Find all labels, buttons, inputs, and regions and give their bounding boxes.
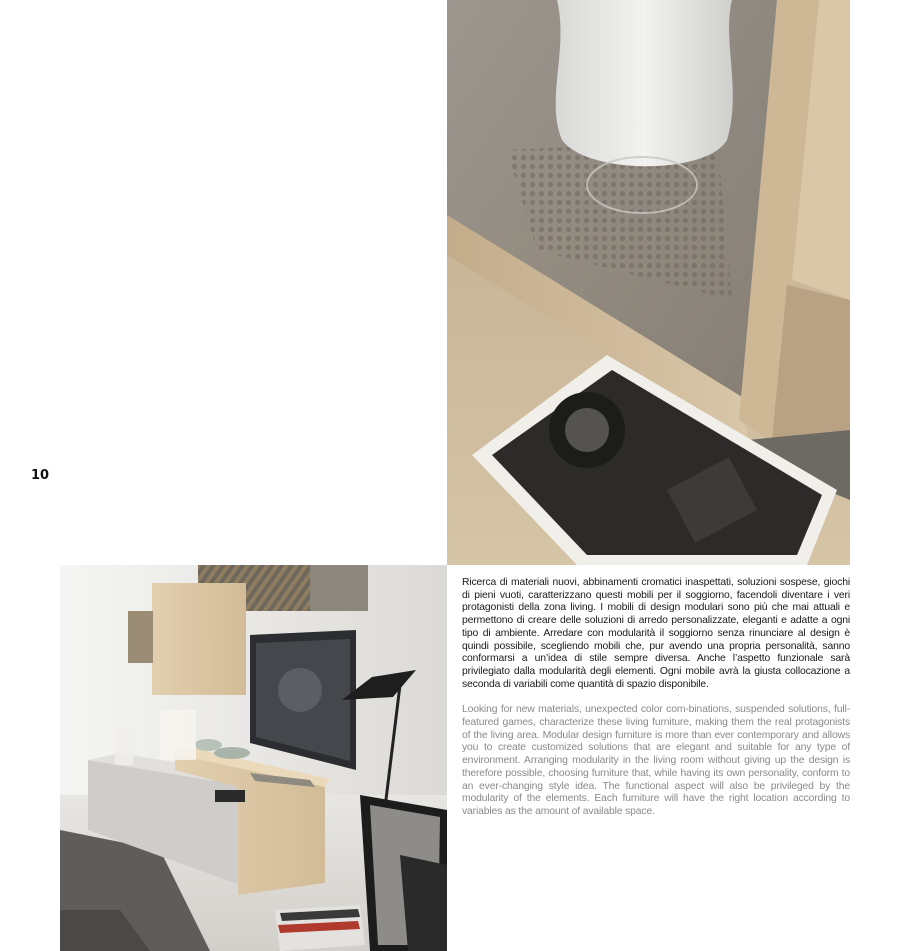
italian-paragraph: Ricerca di materiali nuovi, abbinamenti cromatici inaspettati, soluzioni sospese, giochi di pieni vuoti, caratterizzano questi mobili per il soggiorno, facendoli diventare i veri protagonisti della zona living. I mobili di design modulari sono più che mai attuali e permettono di creare delle soluzioni di arredo personalizzate, eleganti e adatte a ogni tipo di ambiente. Arredare con modularità il soggiorno senza rinunciare al design è quindi possibile, scegliendo mobili che, pur avendo una propria personalità, sanno conformarsi a un’idea di stile sempre diversa. Anche l’aspetto funzionale sarà privilegiato dalla modularità degli elementi. Ogni mobile avrà la giusta collocazione a seconda di variabili come quantità di spazio disponibile. xyxy=(462,577,850,690)
glass-cabinet-with-vase-photo xyxy=(447,0,850,565)
description-text xyxy=(462,577,850,819)
page-number: 10 xyxy=(31,468,50,483)
living-room-furniture-photo xyxy=(60,565,447,951)
english-paragraph: Looking for new materials, unexpected color com-binations, suspended solutions, full-featured games, characterize these living furniture, making them the real protagonists of the living area. Modular design furniture is more than ever contemporary and allows you to create customized solutions that are elegant and suitable for any type of environment. Arranging modularity in the living room without giving up the design is therefore possible, choosing furniture that, while having its own personality, conform to an ever-changing style idea. The functional aspect will also be privileged by the modularity of the elements. Each furniture will have the right location according to variables as the amount of available space. xyxy=(462,704,850,817)
